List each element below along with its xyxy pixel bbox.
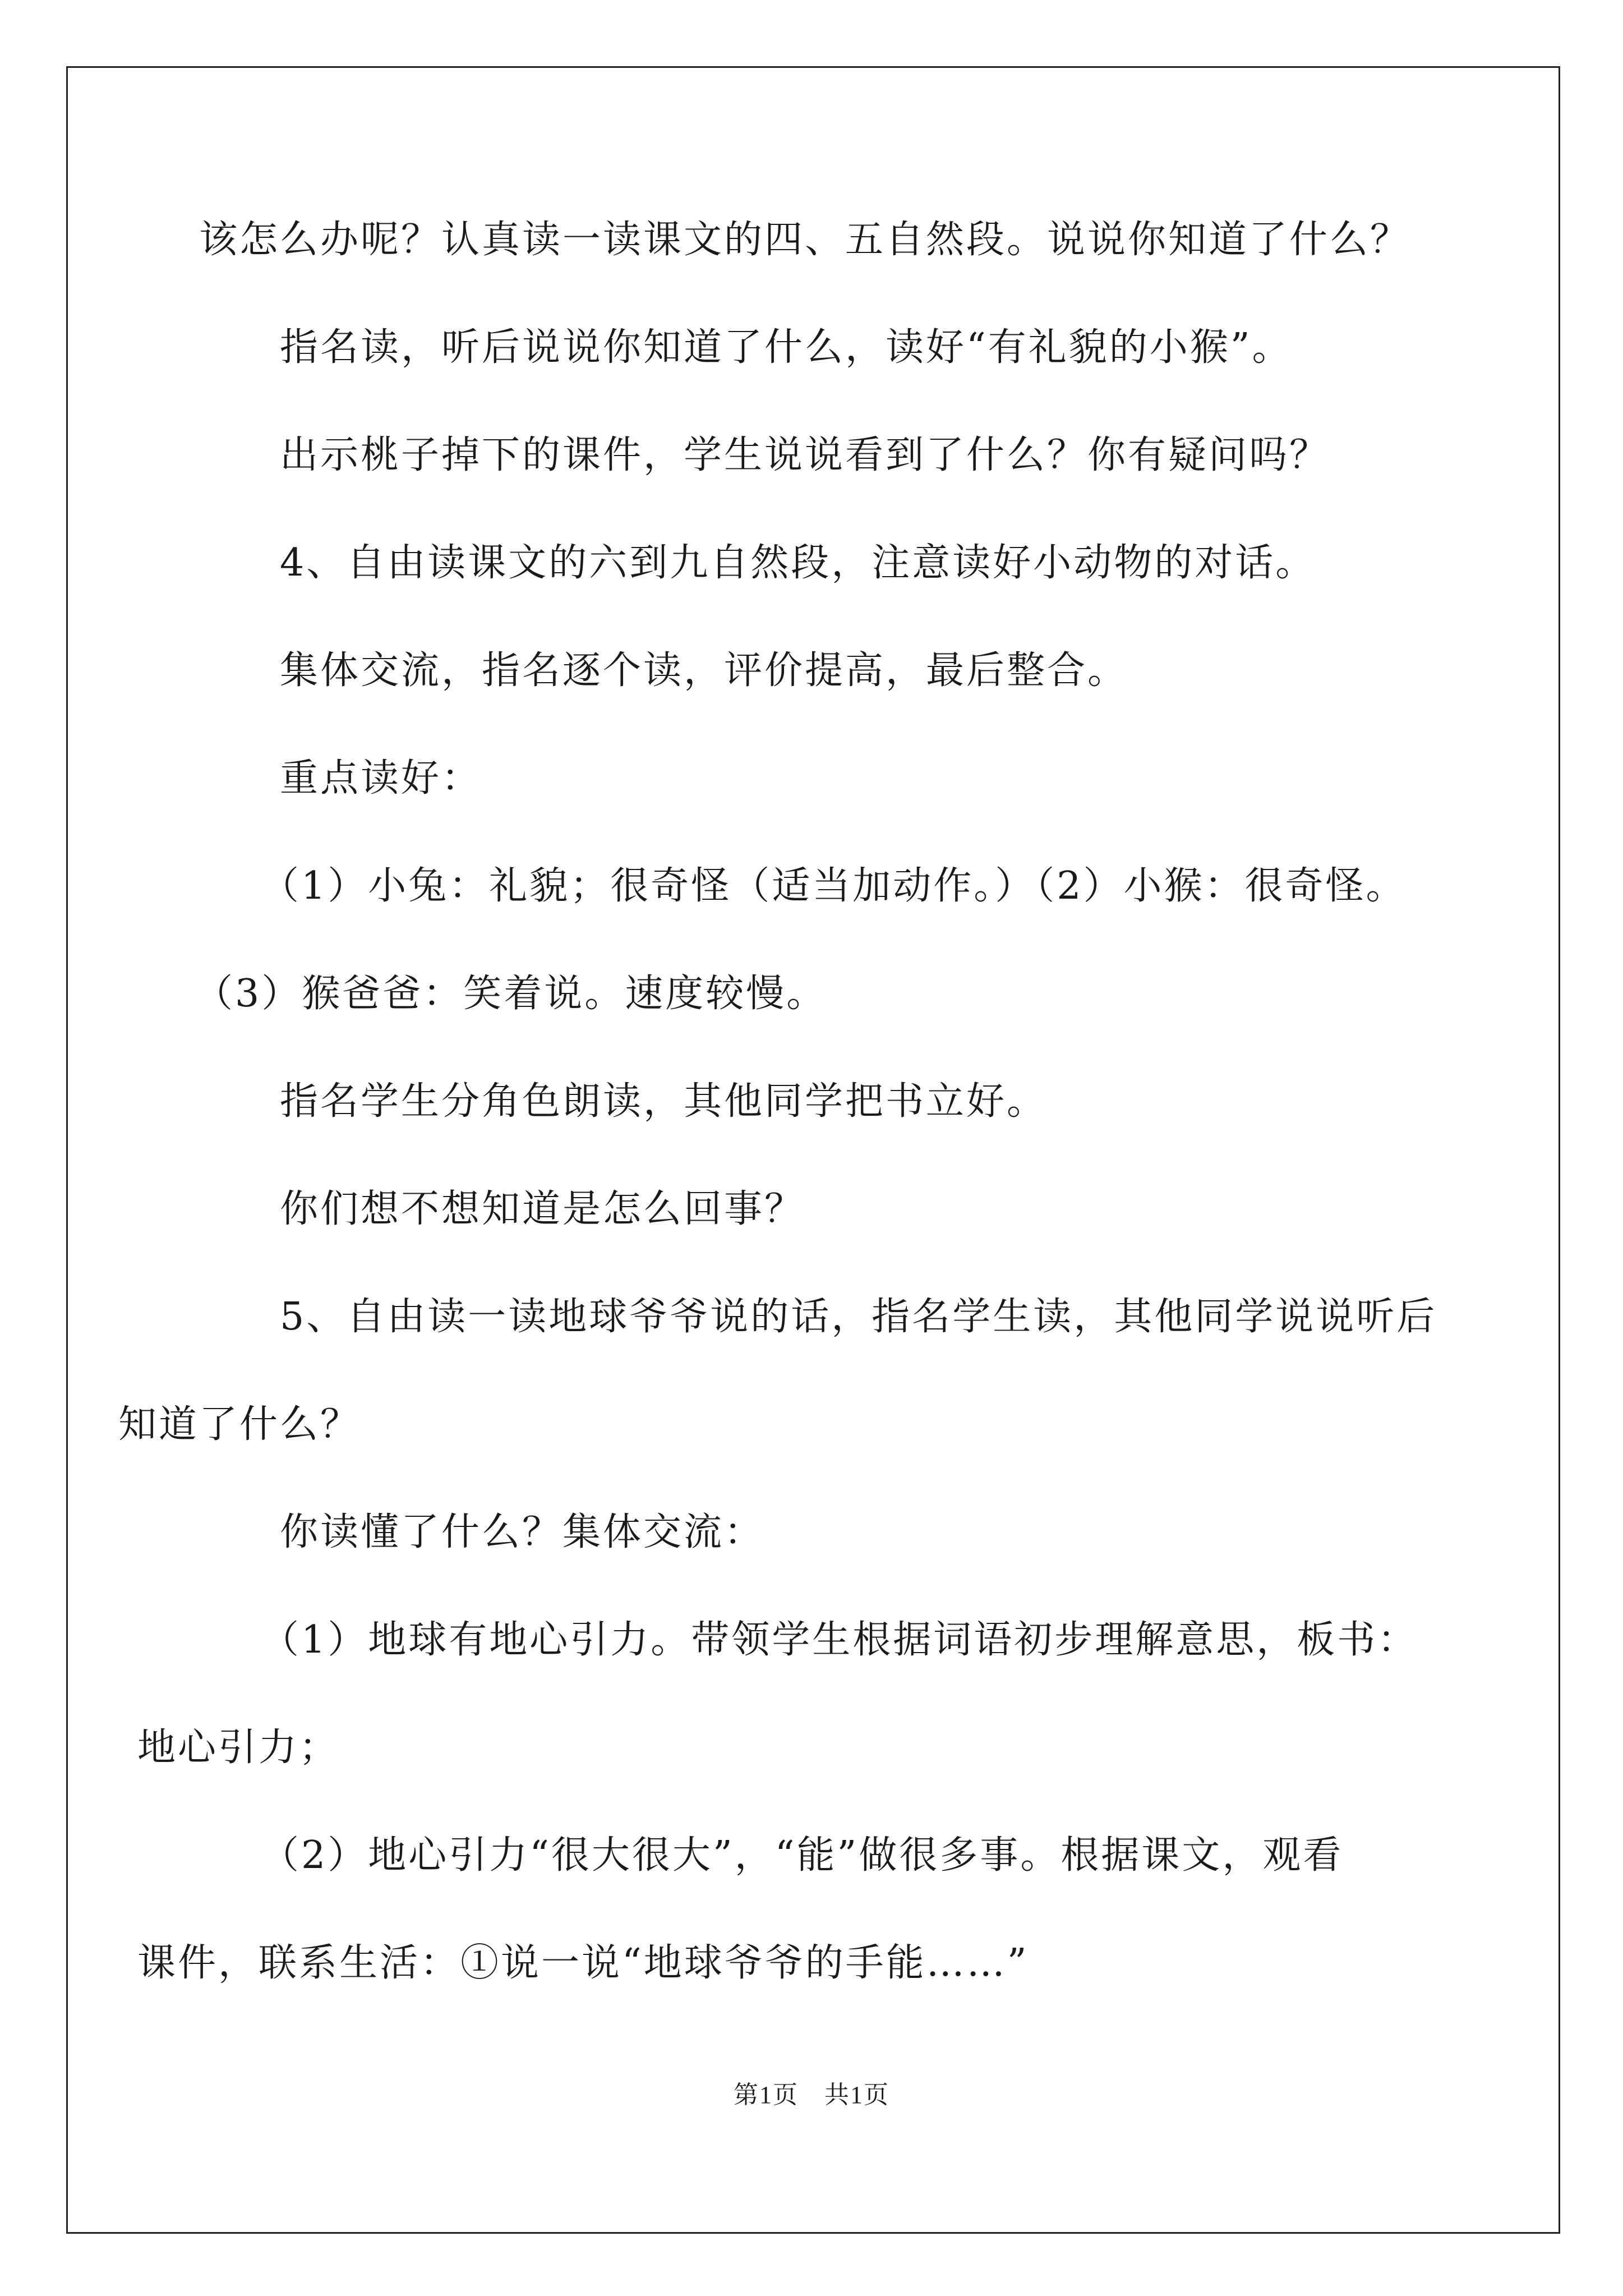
document-body [118, 213, 1450, 2044]
paragraph [199, 752, 1450, 806]
text-line: 出示桃子掉下的课件，学生说说看到了什么？你有疑问吗？ [280, 433, 1330, 477]
paragraph [199, 644, 1450, 698]
paragraph [199, 1075, 1450, 1129]
text-line: 该怎么办呢？认真读一读课文的四、五自然段。说说你知道了什么？ [199, 218, 1411, 262]
paragraph [199, 213, 1450, 267]
page-footer [0, 2078, 1623, 2112]
text-line: 知道了什么？ [118, 1402, 361, 1447]
paragraph [137, 1829, 1450, 1990]
text-line: 重点读好： [280, 756, 482, 800]
paragraph [195, 859, 1450, 1021]
page-number-current: 第1页 [734, 2081, 799, 2109]
text-line: 指名读，听后说说你知道了什么，读好“有礼貌的小猴”。 [280, 325, 1293, 370]
text-line: 课件，联系生活：①说一说“地球爷爷的手能……” [137, 1941, 1029, 1985]
paragraph [199, 1182, 1450, 1236]
text-line: 5、自由读一读地球爷爷说的话，指名学生读，其他同学说说听后 [280, 1295, 1437, 1339]
text-line: 地心引力； [137, 1726, 340, 1770]
page-number-total: 共1页 [824, 2081, 889, 2109]
text-line: 你们想不想知道是怎么回事？ [280, 1187, 805, 1231]
paragraph [118, 1290, 1450, 1452]
text-line: （3）猴爸爸：笑着说。速度较慢。 [195, 972, 827, 1016]
text-line: 集体交流，指名逐个读，评价提高，最后整合。 [280, 648, 1128, 693]
text-line: （1）小兔：礼貌；很奇怪（适当加动作。）（2）小猴：很奇怪。 [261, 864, 1407, 908]
text-line: （1）地球有地心引力。带领学生根据词语初步理解意思，板书： [261, 1618, 1418, 1662]
text-line: 指名学生分角色朗读，其他同学把书立好。 [280, 1079, 1048, 1124]
text-line: 你读懂了什么？集体交流： [280, 1510, 765, 1554]
paragraph [137, 1613, 1450, 1775]
paragraph [199, 429, 1450, 482]
text-line: 4、自由读课文的六到九自然段，注意读好小动物的对话。 [280, 541, 1316, 585]
text-line: （2）地心引力“很大很大”，“能”做很多事。根据课文，观看 [261, 1833, 1344, 1878]
paragraph [199, 321, 1450, 375]
paragraph [199, 1506, 1450, 1559]
paragraph [199, 536, 1450, 590]
